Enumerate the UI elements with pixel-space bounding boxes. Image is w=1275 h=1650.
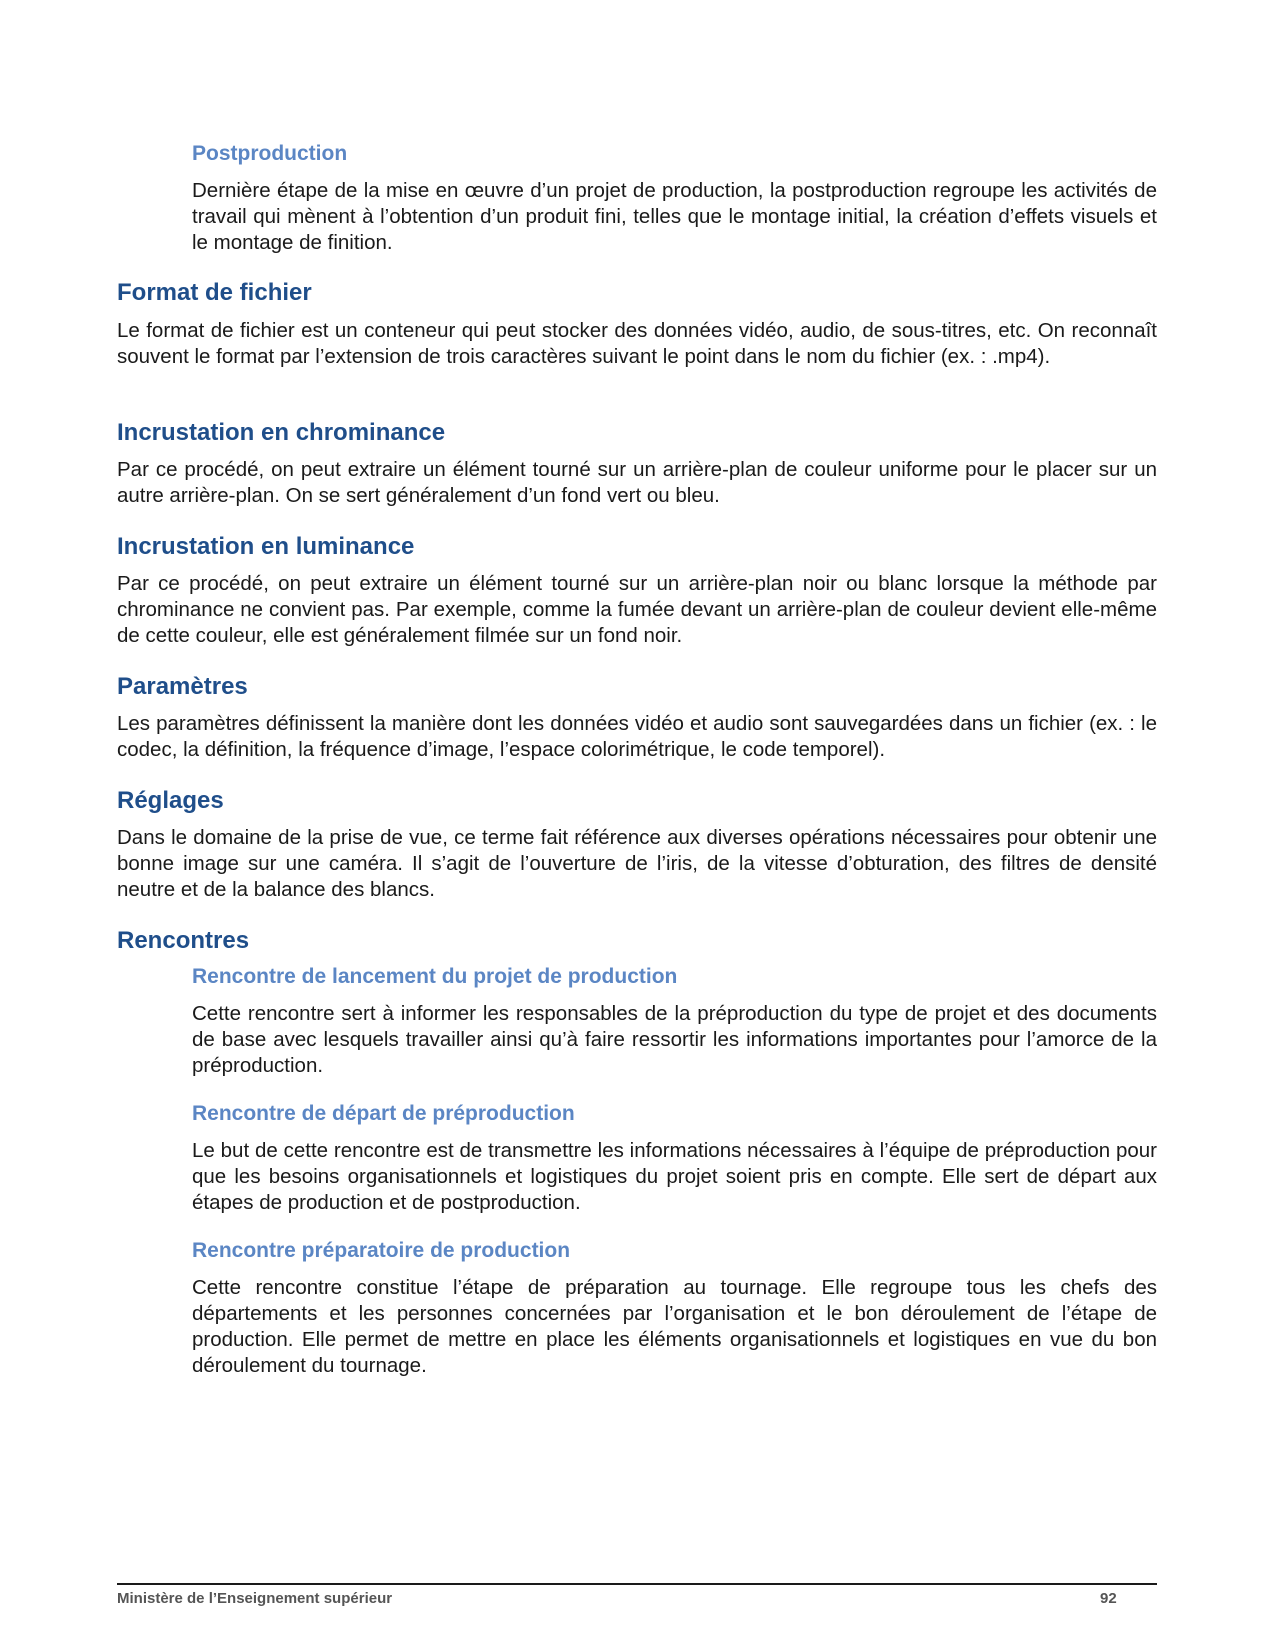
heading-rencontres: Rencontres xyxy=(117,927,250,954)
footer-page-number: 92 xyxy=(1100,1590,1117,1607)
footer-divider xyxy=(117,1583,1157,1585)
paragraph-postproduction: Dernière étape de la mise en œuvre d’un projet de production, la postproduction regroupe les activités de travail qui mènent à l’obtention d’un produit fini, telles que le montage initial, la création d’effets visuels et le montage de finition. xyxy=(192,179,1157,254)
heading-incrustation-luminance: Incrustation en luminance xyxy=(117,533,415,560)
subheading-rencontre-lancement: Rencontre de lancement du projet de production xyxy=(192,965,678,988)
heading-format-fichier: Format de fichier xyxy=(117,279,312,306)
paragraph-incrustation-chrominance: Par ce procédé, on peut extraire un élément tourné sur un arrière-plan de couleur uniforme pour le placer sur un autre arrière-plan. On se sert généralement d’un fond vert ou bleu. xyxy=(117,458,1157,507)
paragraph-incrustation-luminance: Par ce procédé, on peut extraire un élément tourné sur un arrière-plan noir ou blanc lorsque la méthode par chrominance ne convient pas. Par exemple, comme la fumée devant un arrière-plan de couleur devient elle-même de cette couleur, elle est généralement filmée sur un fond noir. xyxy=(117,572,1157,647)
paragraph-rencontre-lancement: Cette rencontre sert à informer les responsables de la préproduction du type de projet et des documents de base avec lesquels travailler ainsi qu’à faire ressortir les informations importantes pour l’amorce de la préproduction. xyxy=(192,1002,1157,1077)
paragraph-rencontre-depart: Le but de cette rencontre est de transmettre les informations nécessaires à l’équipe de préproduction pour que les besoins organisationnels et logistiques du projet soient pris en compte. Elle sert de départ aux étapes de production et de postproduction. xyxy=(192,1139,1157,1214)
heading-reglages: Réglages xyxy=(117,787,224,814)
paragraph-rencontre-preparatoire: Cette rencontre constitue l’étape de préparation au tournage. Elle regroupe tous les chefs des départements et les personnes concernées par l’organisation et le bon déroulement de l’étape de production. Elle permet de mettre en place les éléments organisationnels et logistiques en vue du bon déroulement du tournage. xyxy=(192,1276,1157,1377)
heading-incrustation-chrominance: Incrustation en chrominance xyxy=(117,419,446,446)
paragraph-format-fichier: Le format de fichier est un conteneur qui peut stocker des données vidéo, audio, de sous-titres, etc. On reconnaît souvent le format par l’extension de trois caractères suivant le point dans le nom du fichier (ex. : .mp4). xyxy=(117,319,1157,368)
subheading-rencontre-preparatoire: Rencontre préparatoire de production xyxy=(192,1239,571,1262)
paragraph-parametres: Les paramètres définissent la manière dont les données vidéo et audio sont sauvegardées dans un fichier (ex. : le codec, la définition, la fréquence d’image, l’espace colorimétrique, le code temporel). xyxy=(117,712,1157,761)
paragraph-reglages: Dans le domaine de la prise de vue, ce terme fait référence aux diverses opérations nécessaires pour obtenir une bonne image sur une caméra. Il s’agit de l’ouverture de l’iris, de la vitesse d’obturation, des filtres de densité neutre et de la balance des blancs. xyxy=(117,826,1157,901)
subheading-postproduction: Postproduction xyxy=(192,142,348,165)
footer-publisher: Ministère de l’Enseignement supérieur xyxy=(117,1590,393,1607)
subheading-rencontre-depart: Rencontre de départ de préproduction xyxy=(192,1102,575,1125)
heading-parametres: Paramètres xyxy=(117,673,248,700)
